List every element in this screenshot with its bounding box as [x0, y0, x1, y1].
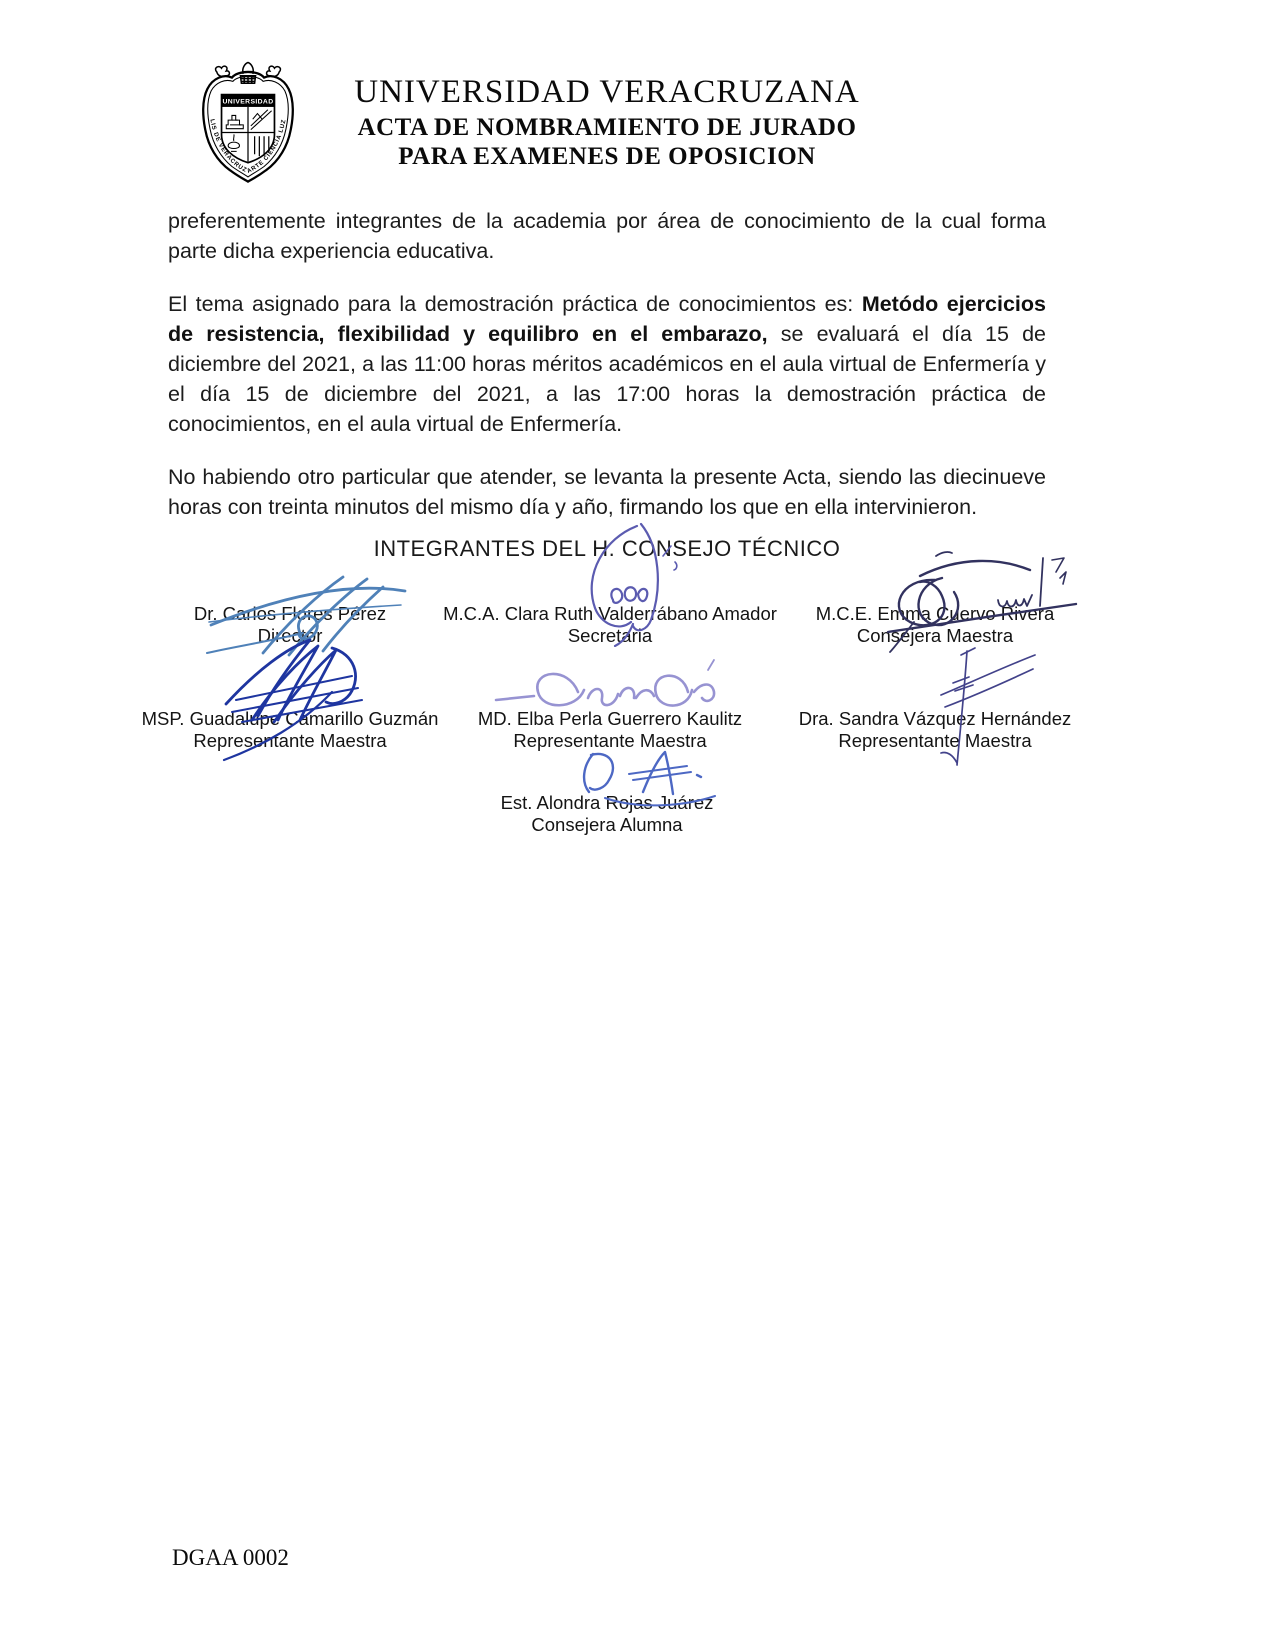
university-name: UNIVERSIDAD VERACRUZANA: [354, 74, 860, 110]
document-title-line2: PARA EXAMENES DE OPOSICION: [398, 143, 816, 170]
paragraph-cierre-text: No habiendo otro particular que atender, se levanta la presente Acta, siendo las diecinueve horas con treinta minutos del mismo día y año, firmando los que en ella intervinieron.: [168, 465, 1046, 519]
signatory-role: Secretaria: [567, 625, 653, 646]
paragraph-cierre: [168, 462, 1046, 522]
signatory-role: Representante Maestra: [838, 730, 1032, 751]
signature-row-2: [140, 708, 1090, 752]
signatory-role: Representante Maestra: [193, 730, 387, 751]
signature-row-1: [140, 603, 1090, 647]
crest-motto-text: LIS DE VERACRUZ ARTE CIENCIA LUZ: [208, 118, 288, 175]
signatory-name: MD. Elba Perla Guerrero Kaulitz: [477, 708, 743, 729]
signatory-block-consejera-maestra: [780, 603, 1090, 647]
signatory-block-director: [140, 603, 440, 647]
signatory-name: Dra. Sandra Vázquez Hernández: [798, 708, 1072, 729]
signatory-role: Representante Maestra: [513, 730, 707, 751]
signatory-role: Consejera Alumna: [531, 814, 683, 835]
signatory-role: Consejera Maestra: [856, 625, 1014, 646]
signatory-block-representante-3: [780, 708, 1090, 752]
document-body: [168, 206, 1046, 545]
paragraph-tema: [168, 289, 1046, 439]
paragraph-tema-rest: se evaluará el día 15 de diciembre del 2021, a las 11:00 horas méritos académicos en el aula virtual de Enfermería y el día 15 de diciembre del 2021, a las 17:00 horas la demostración práctica de conocimientos, en el aula virtual de Enfermería.: [168, 322, 1046, 436]
crest-banner-text: UNIVERSIDAD: [222, 98, 274, 106]
signatory-block-representante-2: [440, 708, 780, 752]
signatory-name: M.C.A. Clara Ruth Valderrábano Amador: [443, 603, 777, 624]
signatory-block-secretaria: [440, 603, 780, 647]
signatory-block-consejera-alumna: [437, 792, 777, 836]
footer-form-code: DGAA 0002: [172, 1545, 289, 1570]
signatory-name: MSP. Guadalupe Camarillo Guzmán: [141, 708, 439, 729]
paragraph-academia-text: preferentemente integrantes de la academia por área de conocimiento de la cual forma parte dicha experiencia educativa.: [168, 209, 1046, 263]
signature-row-3: [168, 792, 1046, 836]
paragraph-tema-topic-bold: Metódo ejercicios de resistencia, flexibilidad y equilibro en el embarazo,: [168, 292, 1046, 346]
document-header: [168, 74, 1046, 171]
section-heading-consejo: INTEGRANTES DEL H. CONSEJO TÉCNICO: [373, 536, 841, 561]
signatory-block-representante-1: [140, 708, 440, 752]
signatory-name: Dr. Carlos Flores Pérez: [193, 603, 387, 624]
signatory-name: Est. Alondra Rojas Juárez: [500, 792, 714, 813]
signatory-role: Director: [257, 625, 323, 646]
paragraph-academia: [168, 206, 1046, 266]
signatory-name: M.C.E. Emma Cuervo Rivera: [815, 603, 1055, 624]
document-title-line1: ACTA DE NOMBRAMIENTO DE JURADO: [357, 114, 857, 141]
paragraph-tema-lead: El tema asignado para la demostración práctica de conocimientos es:: [168, 292, 862, 316]
